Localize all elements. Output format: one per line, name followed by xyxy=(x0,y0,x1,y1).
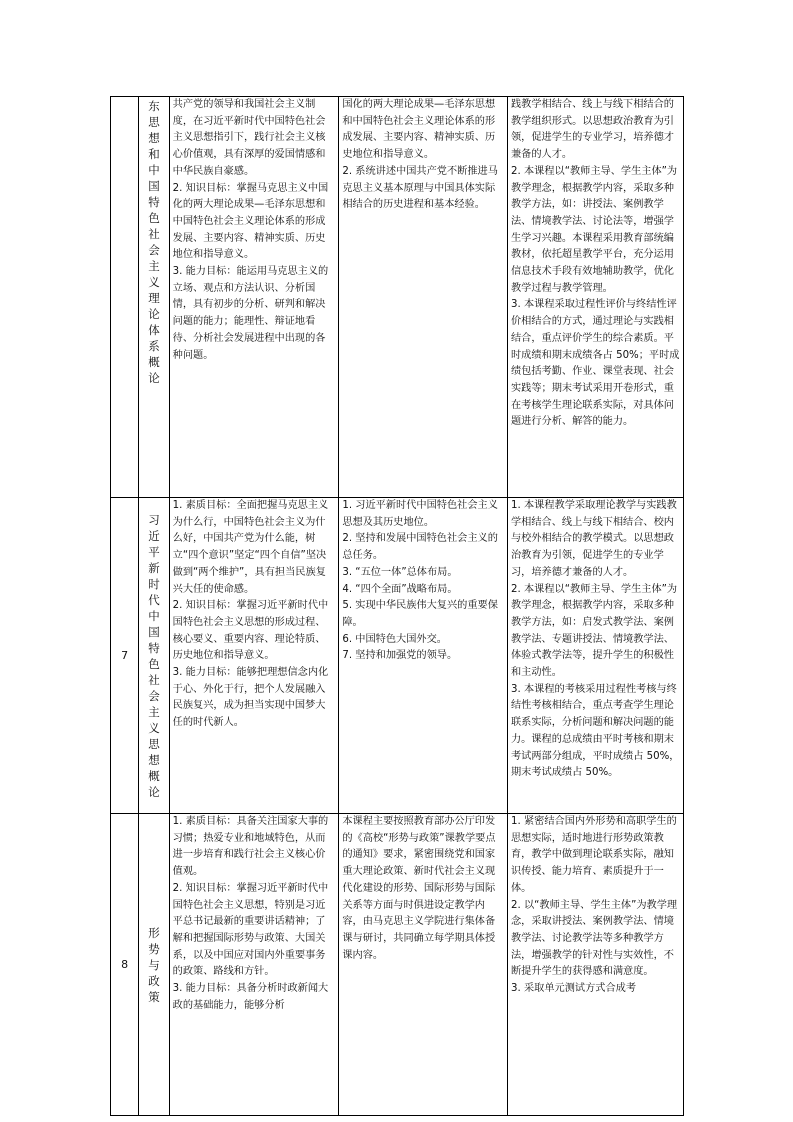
method-text: 3. 采取单元测试方式合成考 xyxy=(510,983,637,995)
course-name: 形势与政策 xyxy=(148,925,160,1004)
table-row xyxy=(111,814,684,1116)
row-number xyxy=(111,498,139,814)
objective-text: 2. 知识目标：掌握马克思主义中国化的两大理论成果—毛泽东思想和中国特色社会主义理论体系的形成发展、主要内容、精神实质、历史地位和指导意义。 xyxy=(172,182,329,261)
methods-cell xyxy=(507,97,683,498)
objectives-cell xyxy=(169,498,339,814)
row-number xyxy=(111,814,139,1116)
objective-text: 2. 知识目标：掌握习近平新时代中国特色社会主义思想的形成过程、核心要义、重要内容、理论特质、历史地位和指导意义。 xyxy=(172,600,329,662)
table-row xyxy=(111,498,684,814)
methods-cell xyxy=(507,814,683,1116)
content-text: 国化的两大理论成果—毛泽东思想和中国特色社会主义理论体系的形成发展、主要内容、精神实质、历史地位和指导意义。 xyxy=(342,99,496,161)
objective-text: 3. 能力目标：能够把理想信念内化于心、外化于行，把个人发展融入民族复兴，成为担当实现中国梦大任的时代新人。 xyxy=(172,667,329,729)
objective-text: 1. 素质目标：具备关注国家大事的习惯；热爱专业和地域特色，从而进一步培育和践行社会主义核心价值观。 xyxy=(172,816,329,878)
method-text: 2. 以“教师主导、学生主体”为教学理念，采取讲授法、案例教学法、情境教学法、讨论教学法等多种教学方法，增强教学的针对性与实效性，不断提升学生的获得感和满意度。 xyxy=(510,899,678,978)
method-text: 3. 本课程的考核采用过程性考核与终结性考核相结合，重点考查学生理论联系实际，分析问题和解决问题的能力。课程的总成绩由平时考核和期末考试两部分组成，平时成绩占 50%，期末考试成绩占 50%。 xyxy=(510,683,680,779)
content-cell xyxy=(339,97,508,498)
objective-text: 2. 知识目标：掌握习近平新时代中国特色社会主义思想，特别是习近平总书记最新的重要讲话精神；了解和把握国际形势与政策、大国关系，以及中国应对国内外重要事务的政策、路线和方针。 xyxy=(172,882,329,978)
content-text: 4. “四个全面”战略布局。 xyxy=(342,583,458,595)
objectives-cell xyxy=(169,97,339,498)
content-text: 1. 习近平新时代中国特色社会主义思想及其历史地位。 xyxy=(342,500,498,528)
row-number-text: 7 xyxy=(121,649,129,662)
table-row xyxy=(111,97,684,498)
objective-text: 3. 能力目标：具备分析时政新闻大政的基础能力，能够分析 xyxy=(172,983,329,1011)
method-text: 1. 紧密结合国内外形势和高职学生的思想实际，适时地进行形势政策教育，教学中做到理论联系实际，融知识传授、能力培育、素质提升于一体。 xyxy=(510,816,677,894)
content-cell xyxy=(339,498,508,814)
course-name-cell xyxy=(139,498,169,814)
content-text: 6. 中国特色大国外交。 xyxy=(342,633,447,645)
objectives-cell xyxy=(169,814,339,1116)
content-text: 7. 坚持和加强党的领导。 xyxy=(342,650,458,662)
objective-text: 共产党的领导和我国社会主义制度，在习近平新时代中国特色社会主义思想指引下，践行社会主义核心价值观，具有深厚的爱国情感和中华民族自豪感。 xyxy=(172,99,326,177)
content-text: 2. 系统讲述中国共产党不断推进马克思主义基本原理与中国具体实际相结合的历史进程和基本经验。 xyxy=(342,165,498,211)
content-text: 本课程主要按照教育部办公厅印发的《高校“形势与政策”课教学要点的通知》要求，紧密围绕党和国家重大理论政策、新时代社会主义现代化建设的形势、国际形势与国际关系等方面与时俱进设定教学内容，由马克思主义学院进行集体备课与研讨，共同确立每学期具体授课内容。 xyxy=(342,816,496,961)
objective-text: 1. 素质目标：全面把握马克思主义为什么行，中国特色社会主义为什么好，中国共产党为什么能，树立“四个意识”坚定“四个自信”坚决做到“两个维护”，具有担当民族复兴大任的使命感。 xyxy=(172,500,329,595)
row-number xyxy=(111,97,139,498)
methods-cell xyxy=(507,498,683,814)
course-name: 东思想和中国特色社会主义理论体系概论 xyxy=(148,99,160,385)
content-text: 3. “五位一体”总体布局。 xyxy=(342,566,458,578)
objective-text: 3. 能力目标：能运用马克思主义的立场、观点和方法认识、分析国情，具有初步的分析、研判和解决问题的能力；能理性、辩证地看待、分析社会发展进程中出现的各种问题。 xyxy=(172,266,329,361)
content-cell xyxy=(339,814,508,1116)
method-text: 践教学相结合、线上与线下相结合的教学组织形式。以思想政治教育为引领，促进学生的专业学习，培养德才兼备的人才。 xyxy=(510,99,674,161)
method-text: 3. 本课程采取过程性评价与终结性评价相结合的方式，通过理论与实践相结合，重点评价学生的综合素质。平时成绩和期末成绩各占 50%；平时成绩包括考勤、作业、课堂表现、社会实践等；期末考试采用开卷形式，重在考核学生理论联系实际，对具体问题进行分析、解答的能力。 xyxy=(510,299,680,428)
content-text: 2. 坚持和发展中国特色社会主义的总任务。 xyxy=(342,533,498,562)
method-text: 1. 本课程教学采取理论教学与实践教学相结合、线上与线下相结合、校内与校外相结合的教学模式。以思想政治教育为引领，促进学生的专业学习，培养德才兼备的人才。 xyxy=(510,500,677,578)
method-text: 2. 本课程以“教师主导、学生主体”为教学理念，根据教学内容，采取多种教学方法，如：讲授法、案例教学法、情境教学法、讨论法等，增强学生学习兴趣。本课程采用教育部统编教材，依托超星教学平台，充分运用信息技术手段有效地辅助教学，优化教学过程与教学管理。 xyxy=(510,165,678,294)
course-name-cell xyxy=(139,814,169,1116)
course-table xyxy=(110,96,684,1116)
course-name-cell xyxy=(139,97,169,498)
course-name: 习近平新时代中国特色社会主义思想概论 xyxy=(148,512,160,799)
row-number-text: 8 xyxy=(121,958,129,971)
method-text: 2. 本课程以“教师主导、学生主体”为教学理念，根据教学内容，采取多种教学方法，如：启发式教学法、案例教学法、专题讲授法、情境教学法、体验式教学法等，提升学生的积极性和主动性。 xyxy=(510,583,678,679)
content-text: 5. 实现中华民族伟大复兴的重要保障。 xyxy=(342,600,498,628)
